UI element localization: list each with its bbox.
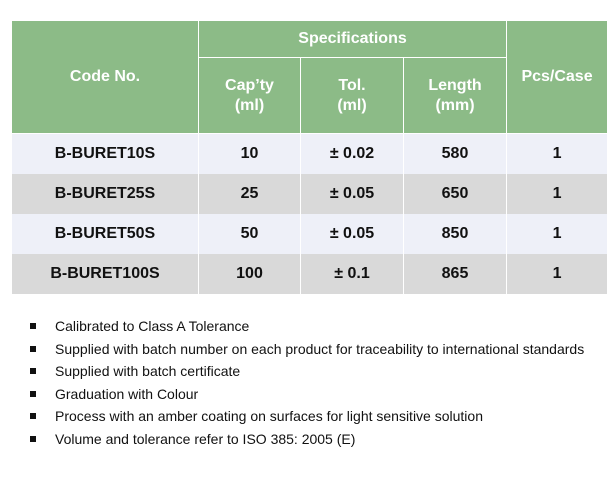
cell-code: B-BURET10S	[12, 134, 199, 175]
square-bullet-icon	[30, 346, 36, 352]
cell-length: 850	[404, 214, 507, 254]
table-row	[12, 134, 608, 175]
table-row	[12, 214, 608, 254]
header-length-unit: (mm)	[435, 96, 475, 114]
cell-capacity: 100	[199, 254, 301, 294]
feature-list	[28, 315, 588, 450]
feature-text: Graduation with Colour	[55, 385, 199, 402]
cell-pcs: 1	[507, 214, 608, 254]
feature-text: Process with an amber coating on surfaces for light sensitive solution	[55, 408, 483, 424]
cell-pcs: 1	[507, 174, 608, 214]
cell-capacity: 10	[199, 134, 301, 175]
specifications-table	[11, 20, 608, 294]
header-tolerance-label: Tol.	[338, 76, 366, 94]
header-code-no: Code No.	[12, 21, 199, 134]
feature-text: Volume and tolerance refer to ISO 385: 2005 (E)	[55, 430, 356, 447]
square-bullet-icon	[30, 368, 36, 374]
cell-tolerance: ± 0.02	[301, 134, 404, 175]
header-pcs-case: Pcs/Case	[507, 21, 608, 134]
cell-length: 580	[404, 134, 507, 175]
cell-length: 650	[404, 174, 507, 214]
square-bullet-icon	[30, 436, 36, 442]
cell-tolerance: ± 0.05	[301, 214, 404, 254]
list-item	[28, 338, 588, 361]
cell-code: B-BURET50S	[12, 214, 199, 254]
table-row	[12, 174, 608, 214]
table-row	[12, 254, 608, 294]
cell-capacity: 25	[199, 174, 301, 214]
list-item	[28, 360, 588, 383]
header-length-label: Length	[428, 76, 482, 94]
square-bullet-icon	[30, 413, 36, 419]
cell-length: 865	[404, 254, 507, 294]
cell-tolerance: ± 0.1	[301, 254, 404, 294]
list-item	[28, 315, 588, 338]
cell-code: B-BURET100S	[12, 254, 199, 294]
cell-pcs: 1	[507, 134, 608, 175]
cell-code: B-BURET25S	[12, 174, 199, 214]
cell-capacity: 50	[199, 214, 301, 254]
header-capacity-label: Cap’ty	[225, 76, 274, 94]
header-capacity	[199, 58, 301, 134]
list-item	[28, 383, 588, 406]
feature-text: Supplied with batch number on each product for traceability to international standards	[55, 340, 585, 357]
square-bullet-icon	[30, 323, 36, 329]
header-length	[404, 58, 507, 134]
header-tolerance-unit: (ml)	[337, 96, 367, 114]
feature-text: Calibrated to Class A Tolerance	[55, 318, 250, 334]
cell-pcs: 1	[507, 254, 608, 294]
feature-text: Supplied with batch certificate	[55, 363, 241, 379]
header-capacity-unit: (ml)	[234, 96, 265, 114]
header-specifications: Specifications	[199, 21, 507, 58]
list-item	[28, 428, 588, 451]
square-bullet-icon	[30, 391, 36, 397]
header-tolerance	[301, 58, 404, 134]
cell-tolerance: ± 0.05	[301, 174, 404, 214]
list-item	[28, 405, 588, 428]
